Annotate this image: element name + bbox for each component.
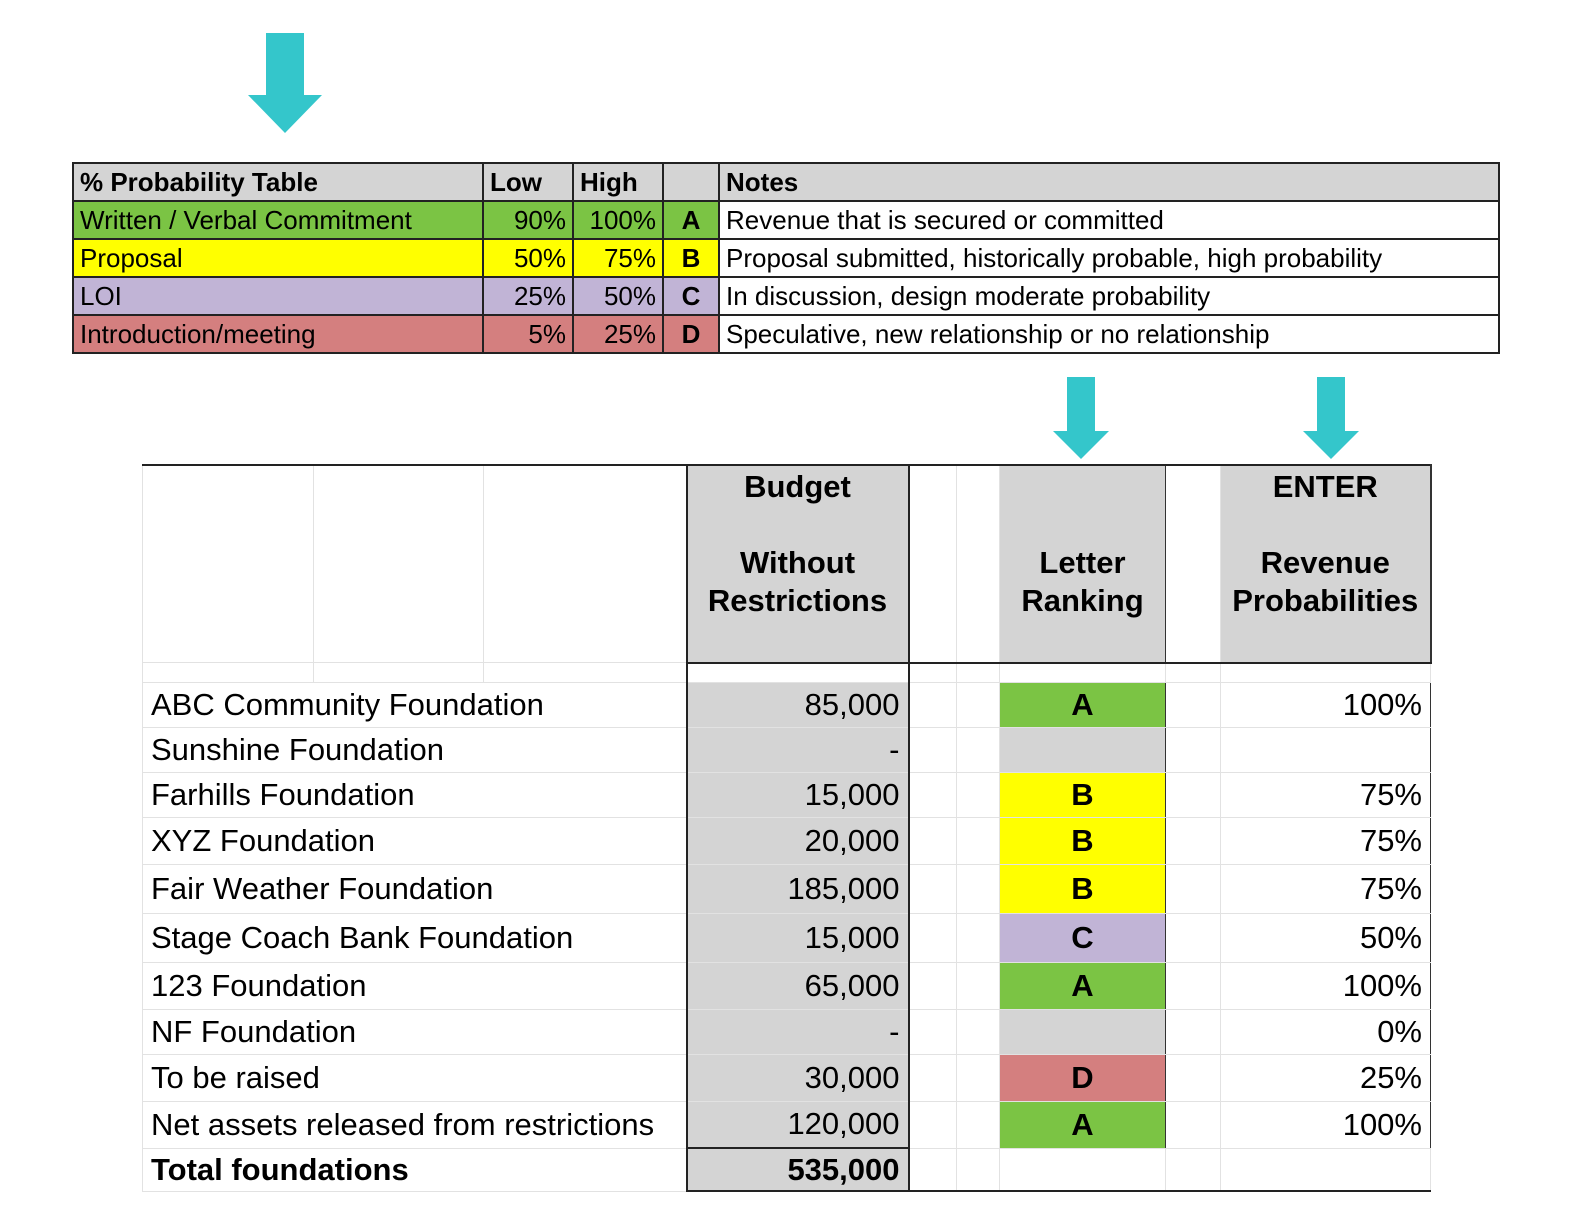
foundation-name[interactable]: Farhills Foundation [143, 772, 687, 817]
budget-sheet [142, 464, 1432, 1192]
empty-cell[interactable] [957, 1101, 1000, 1148]
budget-header-line2: Without Restrictions [707, 545, 888, 618]
empty-cell[interactable] [957, 682, 1000, 727]
empty-cell[interactable] [1166, 1148, 1221, 1191]
arrow-down-icon [1053, 377, 1109, 459]
probability-row [73, 239, 1499, 277]
budget-value[interactable]: - [687, 1009, 909, 1054]
high-cell[interactable]: 100% [573, 201, 663, 239]
budget-value[interactable]: 65,000 [687, 962, 909, 1009]
revenue-probability-input[interactable]: 100% [1221, 962, 1431, 1009]
letter-cell[interactable]: D [663, 315, 719, 353]
empty-cell[interactable] [909, 1148, 957, 1191]
stage-cell[interactable]: Proposal [73, 239, 483, 277]
letter-ranking[interactable]: B [1000, 772, 1166, 817]
low-cell[interactable]: 50% [483, 239, 573, 277]
sheet-row [143, 1101, 1431, 1148]
letter-ranking[interactable]: A [1000, 962, 1166, 1009]
empty-cell[interactable] [1000, 663, 1166, 683]
low-cell[interactable]: 5% [483, 315, 573, 353]
letter-ranking[interactable]: A [1000, 1101, 1166, 1148]
sheet-row [143, 772, 1431, 817]
empty-cell[interactable] [957, 1148, 1000, 1191]
revenue-probability-input[interactable]: 100% [1221, 1101, 1431, 1148]
stage-cell[interactable]: LOI [73, 277, 483, 315]
budget-value[interactable]: 15,000 [687, 913, 909, 962]
foundation-name[interactable]: Stage Coach Bank Foundation [143, 913, 687, 962]
foundation-name[interactable]: XYZ Foundation [143, 817, 687, 864]
note-cell[interactable]: Proposal submitted, historically probable, high probability [719, 239, 1499, 277]
total-budget-value[interactable]: 535,000 [687, 1148, 909, 1191]
high-cell[interactable]: 50% [573, 277, 663, 315]
rank-header[interactable] [1000, 465, 1166, 663]
empty-cell[interactable] [909, 663, 957, 683]
probability-table [72, 162, 1500, 354]
high-cell[interactable]: 75% [573, 239, 663, 277]
sheet-header-row [143, 465, 1431, 663]
sheet-row [143, 913, 1431, 962]
revenue-probability-input[interactable]: 100% [1221, 682, 1431, 727]
empty-cell[interactable] [1166, 817, 1221, 864]
probability-header-line1: ENTER [1272, 469, 1378, 504]
revenue-probability-input[interactable]: 0% [1221, 1009, 1431, 1054]
empty-cell[interactable] [909, 962, 957, 1009]
probability-table-header [73, 163, 1499, 201]
empty-cell[interactable] [314, 465, 484, 663]
empty-cell[interactable] [957, 772, 1000, 817]
empty-cell[interactable] [957, 817, 1000, 864]
low-cell[interactable]: 90% [483, 201, 573, 239]
revenue-probability-input[interactable]: 50% [1221, 913, 1431, 962]
budget-header[interactable] [687, 465, 909, 663]
empty-cell[interactable] [1166, 465, 1221, 663]
empty-cell[interactable] [909, 1009, 957, 1054]
budget-value[interactable]: 120,000 [687, 1101, 909, 1148]
total-row [143, 1148, 1431, 1191]
empty-cell[interactable] [687, 663, 909, 683]
empty-cell[interactable] [1166, 663, 1221, 683]
empty-cell[interactable] [1000, 1148, 1166, 1191]
empty-cell[interactable] [484, 663, 687, 683]
empty-cell[interactable] [1166, 864, 1221, 913]
empty-cell[interactable] [143, 465, 314, 663]
empty-cell[interactable] [1166, 962, 1221, 1009]
empty-cell[interactable] [957, 913, 1000, 962]
budget-value[interactable]: 85,000 [687, 682, 909, 727]
header-high: High [573, 163, 663, 201]
stage-cell[interactable]: Introduction/meeting [73, 315, 483, 353]
header-low: Low [483, 163, 573, 201]
foundation-name[interactable]: 123 Foundation [143, 962, 687, 1009]
stage-cell[interactable]: Written / Verbal Commitment [73, 201, 483, 239]
letter-ranking[interactable]: A [1000, 682, 1166, 727]
empty-cell[interactable] [957, 727, 1000, 772]
empty-cell[interactable] [1221, 663, 1431, 683]
empty-cell[interactable] [1166, 1009, 1221, 1054]
empty-cell[interactable] [957, 864, 1000, 913]
empty-cell[interactable] [484, 465, 687, 663]
empty-cell[interactable] [909, 1054, 957, 1101]
empty-cell[interactable] [1166, 1101, 1221, 1148]
foundation-name[interactable]: To be raised [143, 1054, 687, 1101]
empty-cell[interactable] [909, 864, 957, 913]
sheet-row [143, 817, 1431, 864]
empty-cell[interactable] [957, 465, 1000, 663]
empty-cell[interactable] [909, 727, 957, 772]
letter-ranking[interactable]: B [1000, 864, 1166, 913]
rank-header-label: Letter Ranking [1021, 545, 1144, 618]
revenue-probability-input[interactable]: 25% [1221, 1054, 1431, 1101]
foundation-name[interactable]: NF Foundation [143, 1009, 687, 1054]
empty-cell[interactable] [957, 1009, 1000, 1054]
empty-cell[interactable] [957, 663, 1000, 683]
note-cell[interactable]: Revenue that is secured or committed [719, 201, 1499, 239]
sheet-row [143, 962, 1431, 1009]
letter-ranking[interactable]: D [1000, 1054, 1166, 1101]
budget-header-line1: Budget [744, 469, 851, 504]
budget-value[interactable]: 20,000 [687, 817, 909, 864]
letter-cell[interactable]: C [663, 277, 719, 315]
empty-cell[interactable] [314, 663, 484, 683]
empty-cell[interactable] [909, 817, 957, 864]
probability-row [73, 315, 1499, 353]
header-letter [663, 163, 719, 201]
empty-cell[interactable] [957, 962, 1000, 1009]
revenue-probability-input[interactable]: 75% [1221, 864, 1431, 913]
foundation-name[interactable]: Fair Weather Foundation [143, 864, 687, 913]
header-notes: Notes [719, 163, 1499, 201]
empty-cell[interactable] [1166, 1054, 1221, 1101]
budget-value[interactable]: 15,000 [687, 772, 909, 817]
empty-cell[interactable] [909, 682, 957, 727]
budget-value[interactable]: 185,000 [687, 864, 909, 913]
empty-cell[interactable] [957, 1054, 1000, 1101]
high-cell[interactable]: 25% [573, 315, 663, 353]
empty-cell[interactable] [909, 465, 957, 663]
header-title: % Probability Table [73, 163, 483, 201]
foundation-name[interactable]: Net assets released from restrictions [143, 1101, 687, 1148]
foundation-name[interactable]: ABC Community Foundation [143, 682, 687, 727]
budget-value[interactable]: 30,000 [687, 1054, 909, 1101]
sheet-row [143, 1054, 1431, 1101]
probability-row [73, 277, 1499, 315]
probability-header-line2: Revenue Probabilities [1232, 545, 1419, 618]
sheet-spacer-row [143, 663, 1431, 683]
arrow-down-icon [1303, 377, 1359, 459]
letter-ranking[interactable]: B [1000, 817, 1166, 864]
budget-value[interactable]: - [687, 727, 909, 772]
sheet-row [143, 864, 1431, 913]
note-cell[interactable]: In discussion, design moderate probability [719, 277, 1499, 315]
empty-cell[interactable] [909, 1101, 957, 1148]
empty-cell[interactable] [1221, 1148, 1431, 1191]
revenue-probability-input[interactable]: 75% [1221, 772, 1431, 817]
letter-cell[interactable]: B [663, 239, 719, 277]
probability-row [73, 201, 1499, 239]
sheet-row [143, 727, 1431, 772]
empty-cell[interactable] [1166, 682, 1221, 727]
empty-cell[interactable] [143, 663, 314, 683]
empty-cell[interactable] [909, 913, 957, 962]
empty-cell[interactable] [1166, 772, 1221, 817]
note-cell[interactable]: Speculative, new relationship or no relationship [719, 315, 1499, 353]
low-cell[interactable]: 25% [483, 277, 573, 315]
empty-cell[interactable] [1166, 727, 1221, 772]
sheet-row [143, 1009, 1431, 1054]
arrow-down-icon [248, 33, 322, 133]
foundation-name[interactable]: Sunshine Foundation [143, 727, 687, 772]
probability-header[interactable] [1221, 465, 1431, 663]
total-label[interactable]: Total foundations [143, 1148, 687, 1191]
revenue-probability-input[interactable]: 75% [1221, 817, 1431, 864]
letter-ranking[interactable] [1000, 727, 1166, 772]
letter-ranking[interactable] [1000, 1009, 1166, 1054]
empty-cell[interactable] [1166, 913, 1221, 962]
letter-ranking[interactable]: C [1000, 913, 1166, 962]
sheet-row [143, 682, 1431, 727]
empty-cell[interactable] [909, 772, 957, 817]
letter-cell[interactable]: A [663, 201, 719, 239]
revenue-probability-input[interactable] [1221, 727, 1431, 772]
